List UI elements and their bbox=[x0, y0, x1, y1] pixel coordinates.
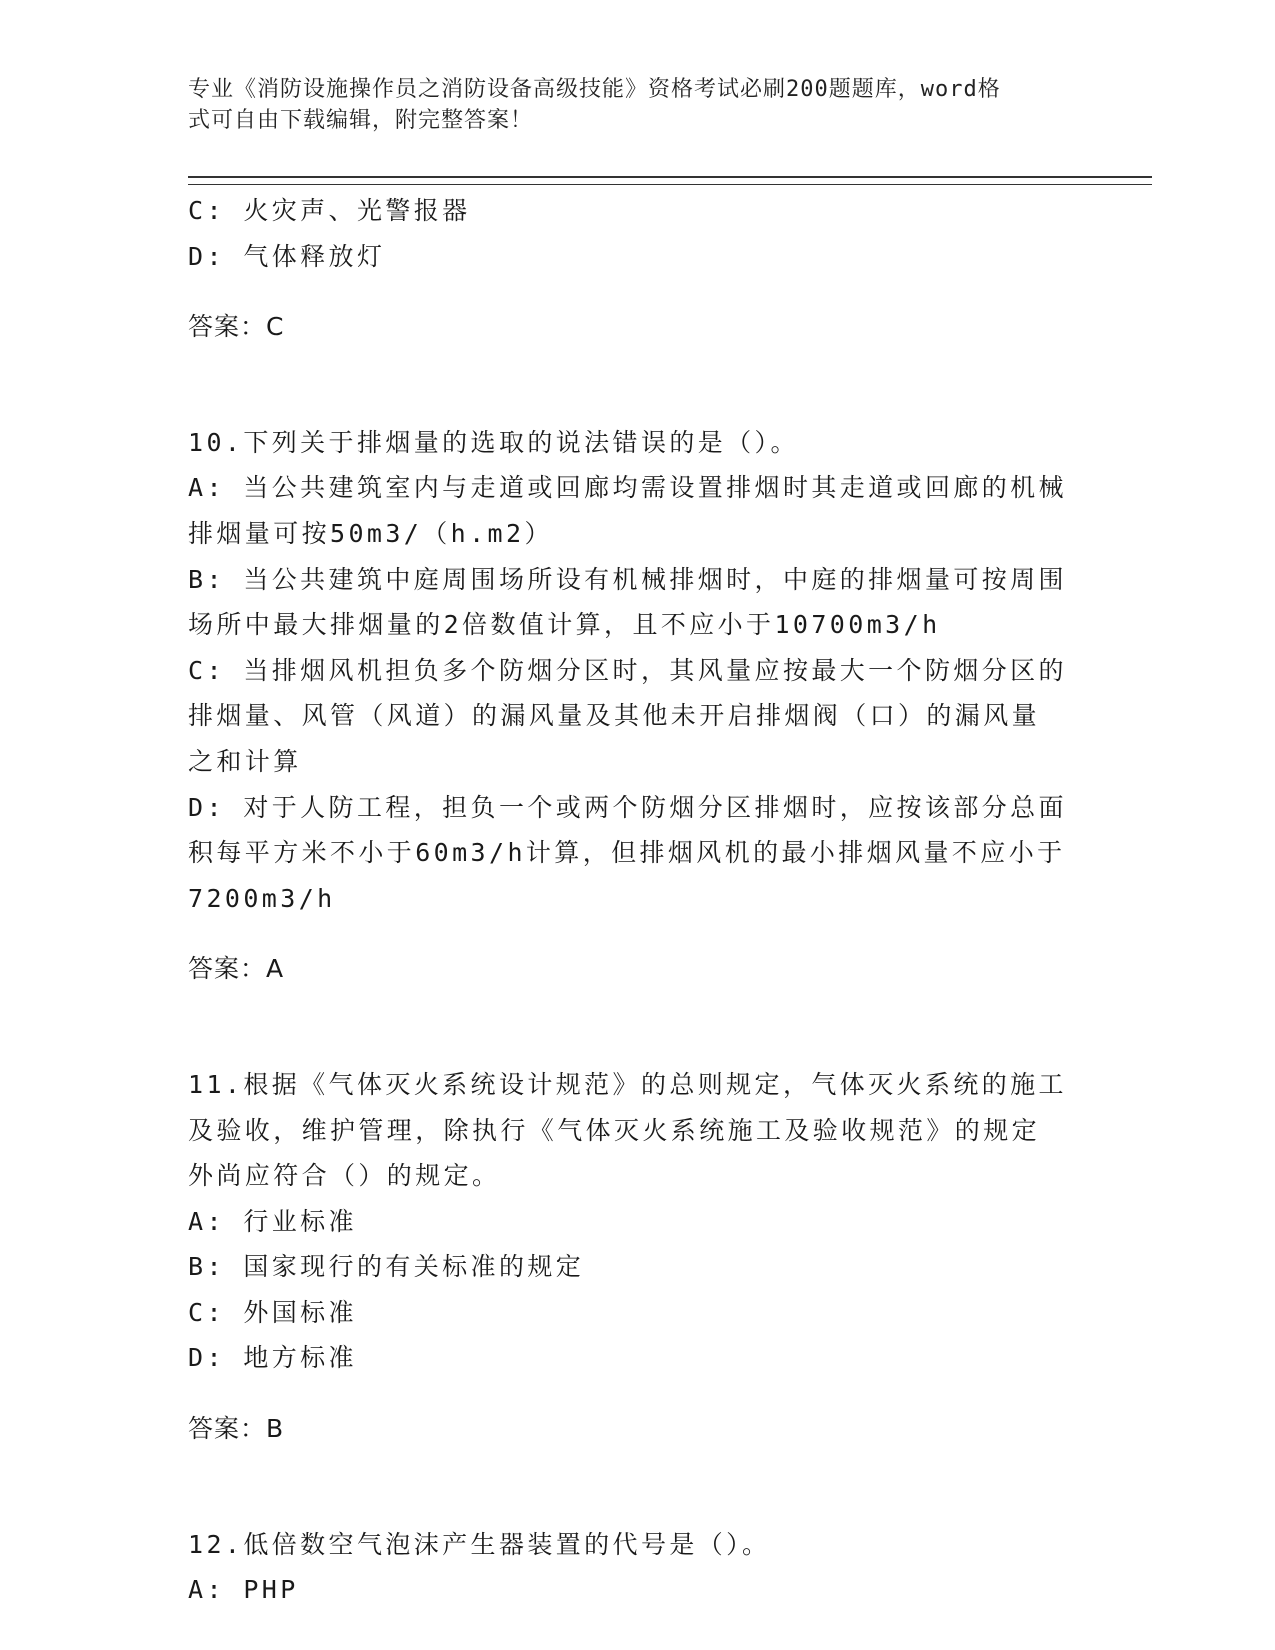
option-a: A: 当公共建筑室内与走道或回廊均需设置排烟时其走道或回廊的机械 bbox=[188, 473, 1067, 503]
spacer bbox=[188, 1477, 1088, 1522]
option-c: C: 火灾声、光警报器 bbox=[188, 196, 471, 225]
option-b: B: 国家现行的有关标准的规定 bbox=[188, 1252, 585, 1282]
option-d-continued: 7200m3/h bbox=[188, 883, 336, 913]
spacer bbox=[188, 1017, 1088, 1062]
option-a-continued: 排烟量可按50m3/（h.m2） bbox=[188, 518, 553, 548]
option-a: A: PHP bbox=[188, 1575, 299, 1605]
question-title: 11.根据《气体灭火系统设计规范》的总则规定，气体灭火系统的施工 bbox=[188, 1069, 1067, 1099]
document-header bbox=[188, 74, 1068, 136]
header-line-1: 专业《消防设施操作员之消防设备高级技能》资格考试必刷200题题库，word格 bbox=[188, 77, 1001, 102]
question-title: 12.低倍数空气泡沫产生器装置的代号是（）。 bbox=[188, 1529, 771, 1559]
answer: 答案：C bbox=[188, 312, 285, 342]
document-body bbox=[188, 188, 1088, 1613]
answer: 答案：B bbox=[188, 1414, 285, 1444]
option-b: B: 当公共建筑中庭周围场所设有机械排烟时，中庭的排烟量可按周围 bbox=[188, 564, 1067, 594]
option-c-continued: 之和计算 bbox=[188, 746, 302, 776]
answer: 答案：A bbox=[188, 954, 285, 984]
option-d: D: 对于人防工程，担负一个或两个防烟分区排烟时，应按该部分总面 bbox=[188, 792, 1067, 822]
option-d: D: 气体释放灯 bbox=[188, 241, 386, 271]
option-c: C: 当排烟风机担负多个防烟分区时，其风量应按最大一个防烟分区的 bbox=[188, 655, 1067, 685]
spacer bbox=[188, 375, 1088, 420]
option-a: A: 行业标准 bbox=[188, 1206, 357, 1236]
option-c: C: 外国标准 bbox=[188, 1297, 357, 1327]
option-d-continued: 积每平方米不小于60m3/h计算，但排烟风机的最小排烟风量不应小于 bbox=[188, 838, 1066, 868]
question-11 bbox=[188, 1062, 1088, 1452]
question-title: 10.下列关于排烟量的选取的说法错误的是（）。 bbox=[188, 427, 799, 457]
header-divider bbox=[188, 176, 1152, 185]
option-b-continued: 场所中最大排烟量的2倍数值计算，且不应小于10700m3/h bbox=[188, 610, 941, 640]
header-line-2: 式可自由下载编辑，附完整答案！ bbox=[188, 108, 534, 133]
option-d: D: 地方标准 bbox=[188, 1343, 357, 1373]
option-c-continued: 排烟量、风管（风道）的漏风量及其他未开启排烟阀（口）的漏风量 bbox=[188, 701, 1041, 731]
question-10 bbox=[188, 420, 1088, 992]
question-title-continued: 外尚应符合（）的规定。 bbox=[188, 1161, 501, 1191]
question-9-tail bbox=[188, 188, 1088, 350]
question-title-continued: 及验收，维护管理，除执行《气体灭火系统施工及验收规范》的规定 bbox=[188, 1115, 1041, 1145]
question-12 bbox=[188, 1522, 1088, 1613]
